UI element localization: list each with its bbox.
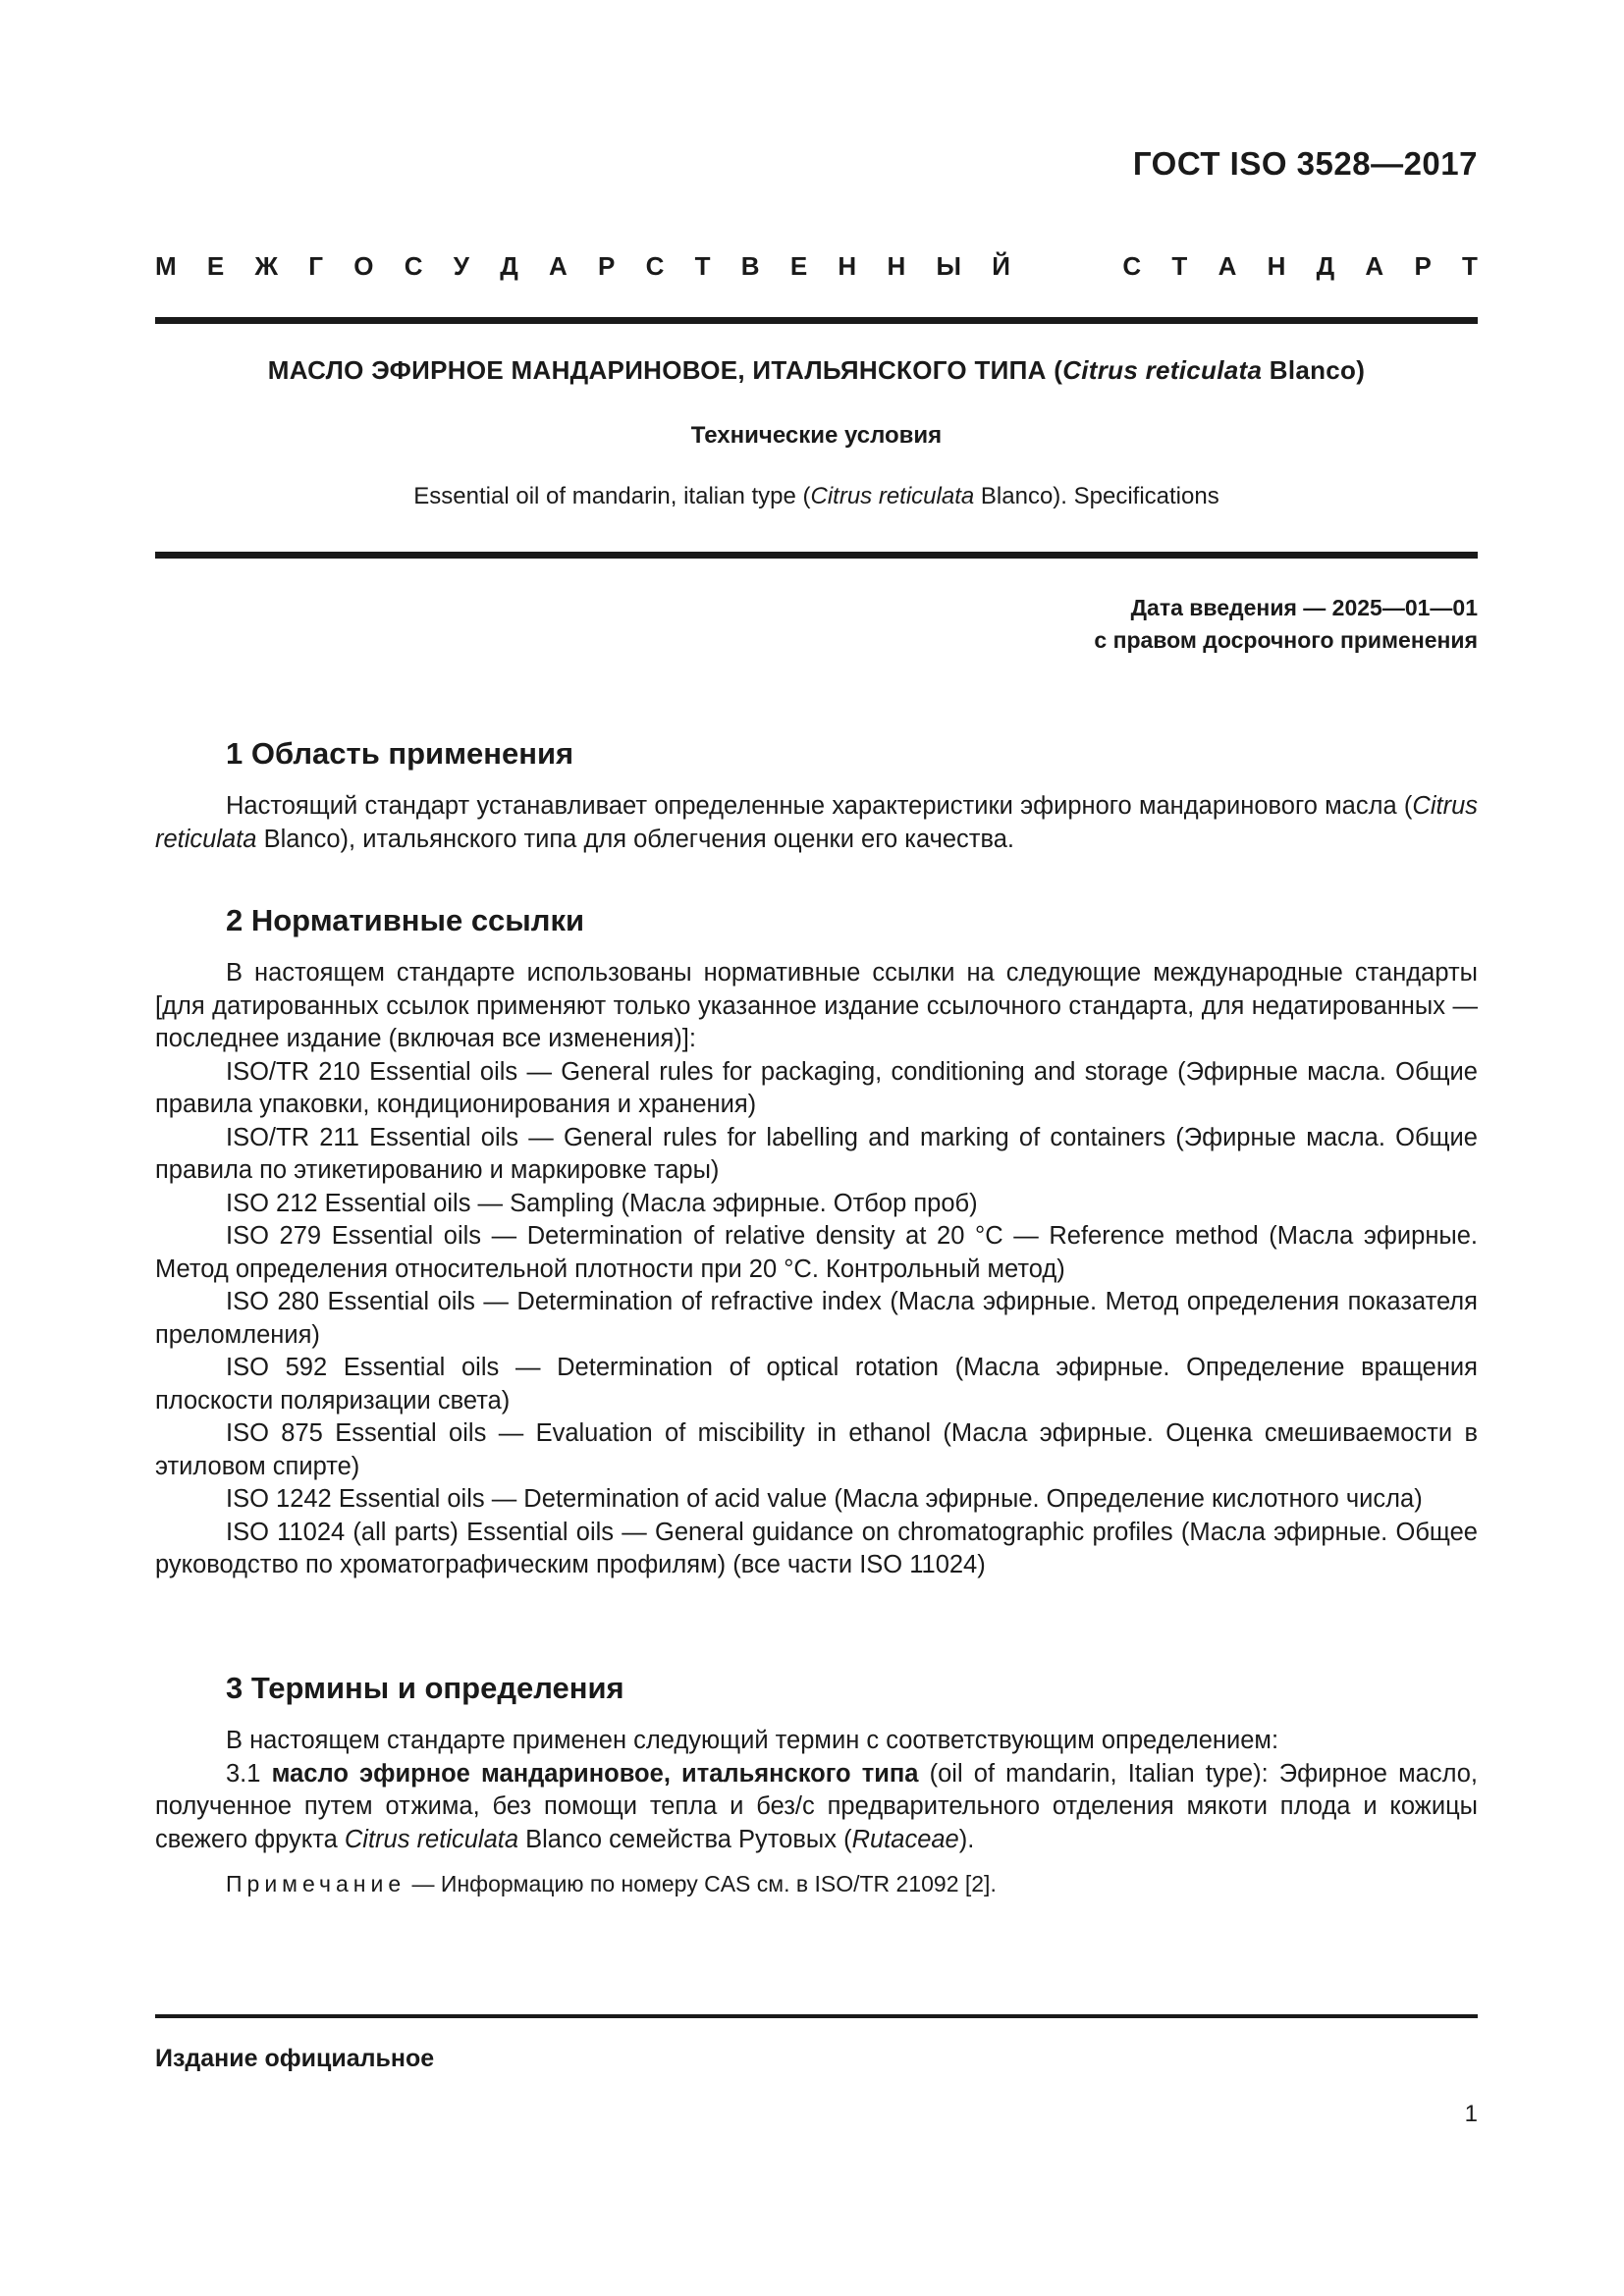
banner-letter: У (453, 251, 469, 281)
banner-letter: Ы (936, 251, 961, 281)
banner-letter: Е (789, 251, 808, 281)
banner-letter: Н (887, 251, 906, 281)
reference-item: ISO 279 Essential oils — Determination of relative density at 20 °C — Reference method (Масла эфирные. Метод определения относительной плотности при 20 °C. Контрольный метод) (155, 1222, 1478, 1283)
banner-letter: А (1218, 251, 1237, 281)
section-2-heading: 2 Нормативные ссылки (226, 903, 585, 937)
early-application-line: с правом досрочного применения (1094, 627, 1478, 653)
document-page (155, 0, 1478, 2296)
page-number: 1 (1464, 2101, 1478, 2127)
banner-letter: В (740, 251, 760, 281)
section-1-body (155, 790, 1478, 856)
section-2-body (155, 957, 1478, 1582)
banner-letter: Т (694, 251, 711, 281)
banner-letter: С (645, 251, 665, 281)
reference-item: ISO 592 Essential oils — Determination of optical rotation (Масла эфирные. Определение вращения плоскости поляризации света) (155, 1354, 1478, 1415)
reference-item: ISO 1242 Essential oils — Determination of acid value (Масла эфирные. Определение кислотного числа) (226, 1485, 1423, 1513)
section-2-intro: В настоящем стандарте использованы нормативные ссылки на следующие международные стандарты [для датированных ссылок применяют только указанное издание ссылочного стандарта, для недатированных — последнее издание (включая все изменения)]: (155, 959, 1478, 1052)
banner-letter: Н (1267, 251, 1286, 281)
section-1-paragraph: Настоящий стандарт устанавливает определенные характеристики эфирного мандаринового масла (Citrus reticulata Blanco), итальянского типа для облегчения оценки его качества. (155, 792, 1478, 853)
section-1-heading: 1 Область применения (226, 736, 574, 771)
section-3-heading: 3 Термины и определения (226, 1671, 624, 1705)
banner-letter: А (549, 251, 568, 281)
note (226, 1871, 997, 1897)
section-3-intro: В настоящем стандарте применен следующий термин с соответствующим определением: (226, 1727, 1279, 1754)
reference-item: ISO/TR 210 Essential oils — General rules for packaging, conditioning and storage (Эфирные масла. Общие правила упаковки, кондиционирования и хранения) (155, 1057, 1478, 1118)
section-3-body (155, 1725, 1478, 1856)
banner-letter: Д (500, 251, 518, 281)
bottom-rule (155, 2014, 1478, 2018)
banner-letter: Д (1316, 251, 1335, 281)
subtitle-russian: Технические условия (690, 422, 943, 449)
middle-rule (155, 552, 1478, 559)
reference-item: ISO 212 Essential oils — Sampling (Масла эфирные. Отбор проб) (226, 1189, 978, 1217)
reference-item: ISO/TR 211 Essential oils — General rules for labelling and marking of containers (Эфирные масла. Общие правила по этикетированию и маркировке тары) (155, 1123, 1478, 1184)
title-russian: МАСЛО ЭФИРНОЕ МАНДАРИНОВОЕ, ИТАЛЬЯНСКОГО ТИПА (Citrus reticulata Blanco) (267, 355, 1366, 385)
official-edition-label: Издание официальное (155, 2045, 435, 2072)
banner-letter: Р (1414, 251, 1432, 281)
reference-item: ISO 280 Essential oils — Determination of refractive index (Масла эфирные. Метод определения показателя преломления) (155, 1288, 1478, 1349)
banner-letter: А (1365, 251, 1384, 281)
banner-gap (1041, 251, 1092, 282)
banner-letter: Т (1462, 251, 1478, 281)
banner-letter: Ж (254, 251, 279, 281)
banner-letter: Т (1171, 251, 1188, 281)
banner-letter: О (353, 251, 374, 281)
top-rule (155, 317, 1478, 324)
title-english: Essential oil of mandarin, italian type (Citrus reticulata Blanco). Specifications (413, 483, 1219, 509)
interstate-standard-banner (155, 251, 1478, 282)
banner-letter: Й (992, 251, 1010, 281)
standard-number: ГОСТ ISO 3528—2017 (1132, 145, 1478, 182)
banner-letter: С (404, 251, 423, 281)
banner-letter: Р (598, 251, 616, 281)
term-definition: 3.1 масло эфирное мандариновое, итальянского типа (oil of mandarin, Italian type): Эфирное масло, полученное путем отжима, без помощи тепла и без/с предварительного отделения мякоти плода и кожицы свежего фрукта Citrus reticulata Blanco семейства Рутовых (Rutaceae). (155, 1759, 1479, 1853)
reference-item: ISO 875 Essential oils — Evaluation of miscibility in ethanol (Масла эфирные. Оценка смешиваемости в этиловом спирте) (155, 1419, 1478, 1480)
banner-letter: Г (308, 251, 324, 281)
banner-letter: Е (206, 251, 225, 281)
note-label: Примечание (226, 1871, 406, 1896)
banner-letter: М (155, 251, 177, 281)
date-line: Дата введения — 2025—01—01 (1130, 595, 1478, 620)
note-text: — Информацию по номеру CAS см. в ISO/TR 21092 [2]. (406, 1871, 997, 1896)
reference-item: ISO 11024 (all parts) Essential oils — General guidance on chromatographic profiles (Масла эфирные. Общее руководство по хроматографическим профилям) (все части ISO 11024) (155, 1518, 1478, 1578)
banner-letter: Н (838, 251, 857, 281)
banner-letter: С (1122, 251, 1142, 281)
normative-references-list (155, 1056, 1478, 1582)
introduction-date (1094, 592, 1478, 657)
